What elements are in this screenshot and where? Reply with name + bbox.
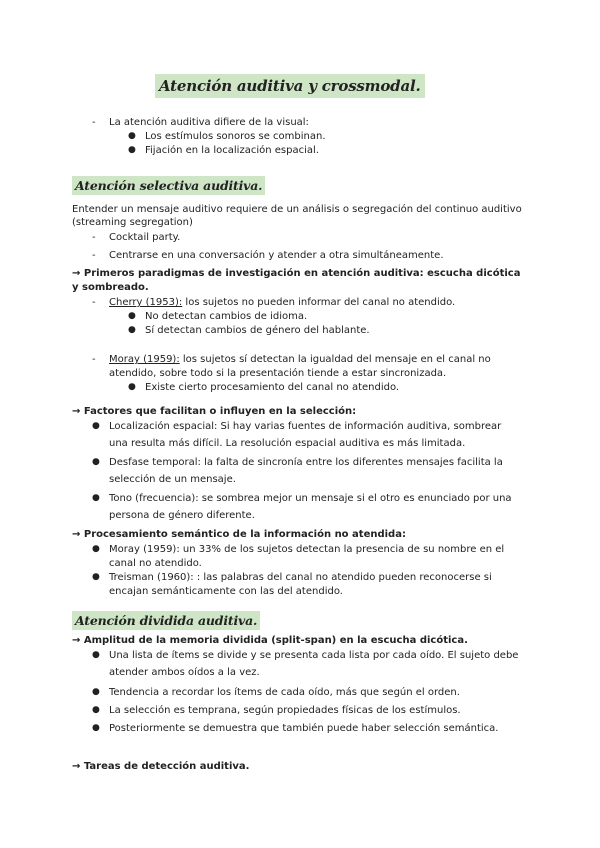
cherry-text: los sujetos no pueden informar del canal no atendido. [182,297,456,308]
dash-marker: - [92,297,96,308]
moray-author: Moray (1959): [109,354,180,365]
divided-1-line: Una lista de ítems se divide y se presenta cada lista por cada oído. El sujeto debe [109,650,519,661]
semantic-2-line: Treisman (1960): : las palabras del canal no atendido pueden reconocerse si [109,572,492,583]
divided-2-line: Tendencia a recordar los ítems de cada oído, más que según el orden. [109,687,460,698]
arrow-heading: → Factores que facilitan o influyen en la selección: [72,406,357,417]
moray-bullet-1: Existe cierto procesamiento del canal no atendido. [145,382,400,393]
intro-line: La atención auditiva difiere de la visual: [109,117,309,128]
section-heading-divided: Atención dividida auditiva. [72,611,260,630]
dash-item-conversation: Centrarse en una conversación y atender a otra simultáneamente. [109,250,444,261]
moray-line [109,353,491,366]
bullet-dot: ● [92,650,100,660]
arrow-heading: → Tareas de detección auditiva. [72,761,250,772]
cherry-bullet-2: Sí detectan cambios de género del hablante. [145,325,370,336]
factor-3-line: Tono (frecuencia): se sombrea mejor un mensaje si el otro es enunciado por una [109,493,512,504]
factor-1-line: Localización espacial: Si hay varias fuentes de información auditiva, sombrear [109,421,502,432]
dash-item-cocktail: Cocktail party. [109,232,181,243]
arrow-heading: → Procesamiento semántico de la información no atendida: [72,529,406,540]
dash-marker: - [92,250,96,261]
paragraph-line: Entender un mensaje auditivo requiere de un análisis o segregación del continuo auditivo [72,204,522,215]
arrow-heading: → Primeros paradigmas de investigación en atención auditiva: escucha dicótica [72,268,521,279]
intro-bullet-2: Fijación en la localización espacial. [145,145,319,156]
semantic-1-line: Moray (1959): un 33% de los sujetos detectan la presencia de su nombre en el [109,544,505,555]
dash-marker: - [92,232,96,243]
bullet-dot: ● [128,145,136,155]
bullet-dot: ● [128,131,136,141]
dash-marker: - [92,117,96,128]
arrow-heading-cont: y sombreado. [72,282,149,293]
bullet-dot: ● [92,421,100,431]
bullet-dot: ● [92,457,100,467]
factor-2-line: Desfase temporal: la falta de sincronía entre los diferentes mensajes facilita la [109,457,503,468]
semantic-2-line-cont: encajan semánticamente con las del atendido. [109,586,343,597]
bullet-dot: ● [92,572,100,582]
bullet-dot: ● [92,705,100,715]
bullet-dot: ● [92,544,100,554]
bullet-dot: ● [128,325,136,335]
bullet-dot: ● [128,382,136,392]
dash-marker: - [92,354,96,365]
bullet-dot: ● [92,493,100,503]
divided-3-line: La selección es temprana, según propiedades físicas de los estímulos. [109,705,461,716]
factor-1-line-cont: una resulta más difícil. La resolución espacial auditiva es más limitada. [109,438,466,449]
factor-2-line-cont: selección de un mensaje. [109,474,236,485]
semantic-1-line-cont: canal no atendido. [109,558,202,569]
cherry-line [109,296,455,309]
factor-3-line-cont: persona de género diferente. [109,510,255,521]
moray-text: los sujetos sí detectan la igualdad del mensaje en el canal no [179,354,491,365]
bullet-dot: ● [92,723,100,733]
intro-bullet-1: Los estímulos sonoros se combinan. [145,131,326,142]
bullet-dot: ● [128,311,136,321]
divided-4-line: Posteriormente se demuestra que también puede haber selección semántica. [109,723,499,734]
cherry-author: Cherry (1953): [109,297,183,308]
moray-line-cont: atendido, sobre todo si la presentación tiende a estar sincronizada. [109,368,447,379]
section-heading-selective: Atención selectiva auditiva. [72,176,265,195]
cherry-bullet-1: No detectan cambios de idioma. [145,311,308,322]
divided-1-line-cont: atender ambos oídos a la vez. [109,667,260,678]
arrow-heading: → Amplitud de la memoria dividida (split-span) en la escucha dicótica. [72,635,468,646]
document-title: Atención auditiva y crossmodal. [155,74,425,98]
bullet-dot: ● [92,687,100,697]
paragraph-line: (streaming segregation) [72,217,193,228]
